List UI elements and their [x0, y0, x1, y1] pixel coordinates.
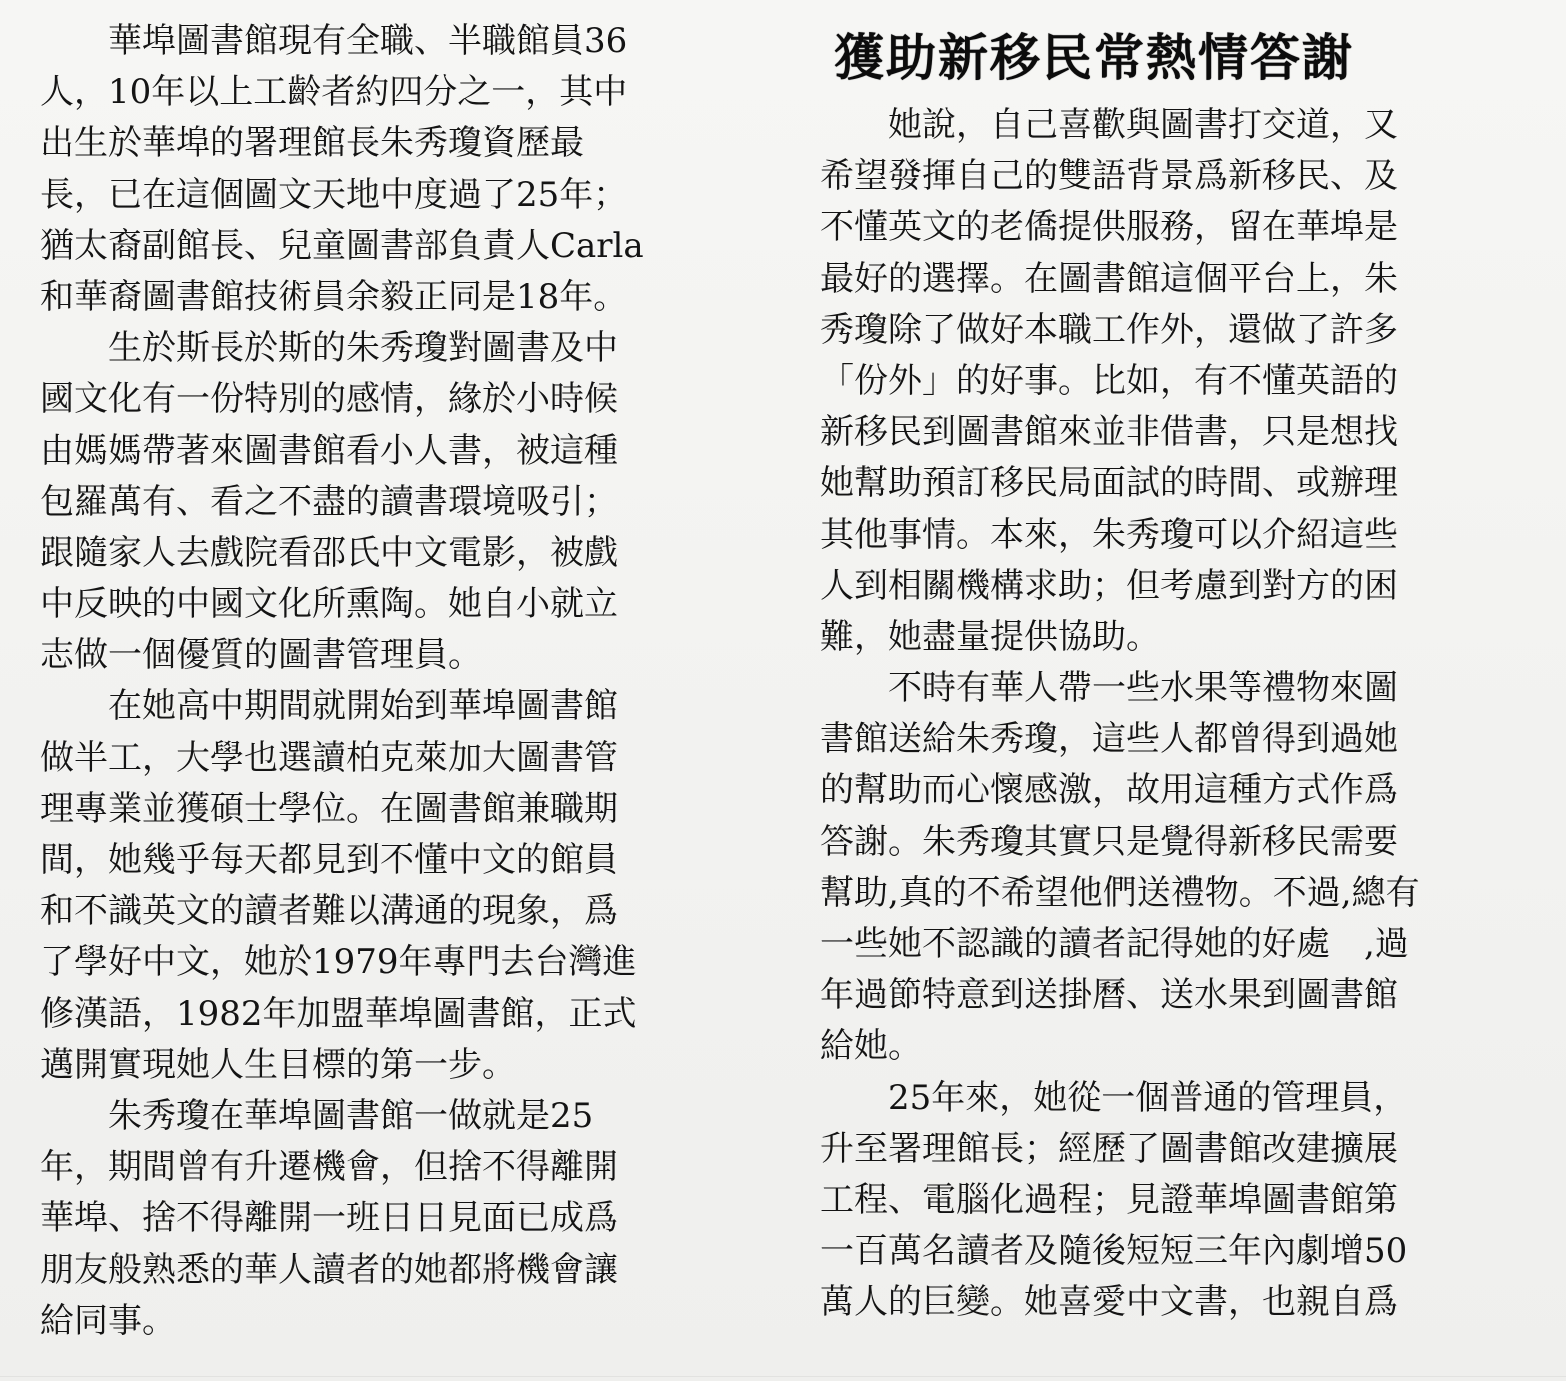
- text-line: 和華裔圖書館技術員余毅正同是18年。: [40, 276, 628, 317]
- text-line: 書館送給朱秀瓊，這些人都曾得到過她: [820, 719, 1398, 760]
- right-column: [820, 16, 1535, 1329]
- text-line: 了學好中文，她於1979年專門去台灣進: [40, 942, 637, 983]
- text-line: 華埠、捨不得離開一班日日見面已成爲: [40, 1198, 618, 1239]
- text-line: 萬人的巨變。她喜愛中文書，也親自爲: [820, 1282, 1398, 1323]
- text-line: 朱秀瓊在華埠圖書館一做就是25: [40, 1095, 594, 1136]
- paragraph: [40, 16, 760, 323]
- text-line: 年，期間曾有升遷機會，但捨不得離開: [40, 1147, 618, 1188]
- text-line: 一些她不認識的讀者記得她的好處 ,過: [820, 924, 1409, 964]
- text-line: 工程、電腦化過程；見證華埠圖書館第: [820, 1179, 1398, 1220]
- paragraph: [820, 663, 1535, 1073]
- text-line: 一百萬名讀者及隨後短短三年內劇增50: [820, 1231, 1408, 1272]
- text-line: 秀瓊除了做好本職工作外，還做了許多: [820, 309, 1398, 350]
- paragraph: [820, 1073, 1535, 1329]
- scan-edge: [0, 1376, 1566, 1377]
- text-line: 25年來，她從一個普通的管理員，: [820, 1077, 1408, 1118]
- text-line: 她說，自己喜歡與圖書打交道，又: [820, 105, 1398, 145]
- text-line: 出生於華埠的署理館長朱秀瓊資歷最: [40, 123, 584, 164]
- paragraph: [40, 1091, 760, 1347]
- text-line: 希望發揮自己的雙語背景爲新移民、及: [820, 156, 1398, 197]
- text-line: 人，10年以上工齡者約四分之一，其中: [40, 72, 628, 113]
- text-line: 華埠圖書館現有全職、半職館員36: [40, 21, 628, 61]
- paragraph: [40, 323, 760, 681]
- text-line: 新移民到圖書館來並非借書，只是想找: [820, 412, 1398, 453]
- text-line: 朋友般熟悉的華人讀者的她都將機會讓: [40, 1249, 618, 1290]
- text-line: 「份外」的好事。比如，有不懂英語的: [820, 360, 1398, 401]
- text-line: 給同事。: [40, 1300, 176, 1341]
- text-line: 中反映的中國文化所熏陶。她自小就立: [40, 584, 618, 625]
- article-headline: 獲助新移民常熱情答謝: [834, 29, 1354, 87]
- text-line: 其他事情。本來，朱秀瓊可以介紹這些: [820, 514, 1398, 555]
- text-line: 猶太裔副館長、兒童圖書部負責人Carla: [40, 225, 644, 266]
- text-line: 答謝。朱秀瓊其實只是覺得新移民需要: [820, 821, 1398, 862]
- text-line: 幫助,真的不希望他們送禮物。不過,總有: [820, 872, 1420, 913]
- text-line: 生於斯長於斯的朱秀瓊對圖書及中: [40, 328, 618, 369]
- text-line: 的幫助而心懷感激，故用這種方式作爲: [820, 770, 1398, 811]
- text-line: 包羅萬有、看之不盡的讀書環境吸引；: [40, 481, 618, 522]
- text-line: 國文化有一份特別的感情，緣於小時候: [40, 379, 618, 420]
- text-line: 人到相關機構求助；但考慮到對方的困: [820, 565, 1398, 606]
- text-line: 難，她盡量提供協助。: [820, 616, 1160, 657]
- text-line: 和不識英文的讀者難以溝通的現象，爲: [40, 891, 618, 932]
- text-line: 志做一個優質的圖書管理員。: [40, 635, 482, 676]
- text-line: 不時有華人帶一些水果等禮物來圖: [820, 668, 1398, 709]
- text-line: 升至署理館長；經歷了圖書館改建擴展: [820, 1128, 1398, 1169]
- paragraph: [820, 100, 1535, 663]
- text-line: 由媽媽帶著來圖書館看小人書，被這種: [40, 430, 618, 471]
- text-line: 年過節特意到送掛曆、送水果到圖書館: [820, 975, 1398, 1016]
- text-line: 她幫助預訂移民局面試的時間、或辦理: [820, 463, 1398, 504]
- text-line: 修漢語，1982年加盟華埠圖書館，正式: [40, 993, 637, 1034]
- text-line: 在她高中期間就開始到華埠圖書館: [40, 686, 618, 727]
- text-line: 間，她幾乎每天都見到不懂中文的館員: [40, 840, 618, 880]
- paragraph: [40, 681, 760, 1091]
- text-line: 長，已在這個圖文天地中度過了25年；: [40, 174, 628, 215]
- text-line: 最好的選擇。在圖書館這個平台上，朱: [820, 258, 1398, 299]
- text-line: 不懂英文的老僑提供服務，留在華埠是: [820, 207, 1398, 248]
- text-line: 跟隨家人去戲院看邵氏中文電影，被戲: [40, 532, 618, 573]
- text-line: 給她。: [820, 1026, 922, 1067]
- text-line: 邁開實現她人生目標的第一步。: [40, 1044, 516, 1085]
- text-line: 做半工，大學也選讀柏克萊加大圖書管: [40, 737, 618, 778]
- left-column: [40, 16, 760, 1347]
- text-line: 理專業並獲碩士學位。在圖書館兼職期: [40, 788, 618, 829]
